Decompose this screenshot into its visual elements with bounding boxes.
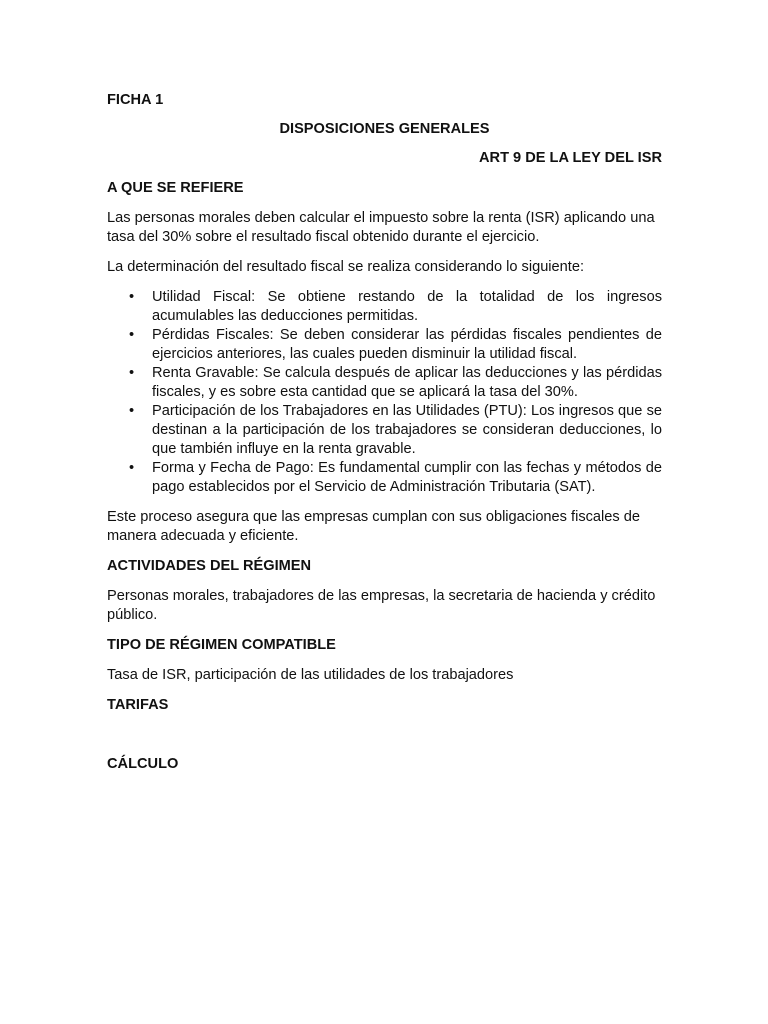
document-body [107, 91, 662, 774]
list-item-text: Utilidad Fiscal: Se obtiene restando de la totalidad de los ingresos acumulables las deducciones permitidas. [152, 289, 662, 324]
paragraph-intro: Las personas morales deben calcular el impuesto sobre la renta (ISR) aplicando una tasa del 30% sobre el resultado fiscal obtenido durante el ejercicio. [107, 210, 655, 245]
list-item-text: Participación de los Trabajadores en las Utilidades (PTU): Los ingresos que se destinan a la participación de los trabajadores se consideran deducciones, lo que también influye en la renta gravable. [152, 403, 662, 457]
list-item [107, 364, 662, 402]
document-subtitle: ART 9 DE LA LEY DEL ISR [479, 150, 662, 166]
bullet-icon: • [129, 460, 135, 476]
bullet-icon: • [129, 403, 135, 419]
section-heading-actividades: ACTIVIDADES DEL RÉGIMEN [107, 558, 312, 574]
paragraph-tipo: Tasa de ISR, participación de las utilidades de los trabajadores [107, 667, 514, 683]
section-heading-refiere: A QUE SE REFIERE [107, 180, 244, 196]
list-item-text: Renta Gravable: Se calcula después de aplicar las deducciones y las pérdidas fiscales, y es sobre esta cantidad que se aplicará la tasa del 30%. [152, 365, 662, 400]
document-title: DISPOSICIONES GENERALES [279, 121, 490, 137]
list-item-text: Pérdidas Fiscales: Se deben considerar las pérdidas fiscales pendientes de ejercicios anteriores, las cuales pueden disminuir la utilidad fiscal. [152, 327, 662, 362]
list-item-text: Forma y Fecha de Pago: Es fundamental cumplir con las fechas y métodos de pago establecidos por el Servicio de Administración Tributaria (SAT). [152, 460, 662, 495]
paragraph-actividades: Personas morales, trabajadores de las empresas, la secretaria de hacienda y crédito público. [107, 588, 656, 623]
paragraph-determinacion: La determinación del resultado fiscal se realiza considerando lo siguiente: [107, 259, 585, 275]
bullet-list [107, 288, 662, 497]
list-item [107, 288, 662, 326]
section-heading-tipo: TIPO DE RÉGIMEN COMPATIBLE [107, 637, 336, 653]
bullet-icon: • [129, 365, 135, 381]
ficha-label: FICHA 1 [107, 92, 164, 108]
list-item [107, 326, 662, 364]
blank-line [107, 726, 662, 745]
paragraph-conclusion: Este proceso asegura que las empresas cumplan con sus obligaciones fiscales de manera adecuada y eficiente. [107, 509, 640, 544]
list-item [107, 402, 662, 459]
section-heading-tarifas: TARIFAS [107, 697, 169, 713]
bullet-icon: • [129, 289, 135, 305]
list-item [107, 459, 662, 497]
bullet-icon: • [129, 327, 135, 343]
section-heading-calculo: CÁLCULO [107, 756, 179, 772]
